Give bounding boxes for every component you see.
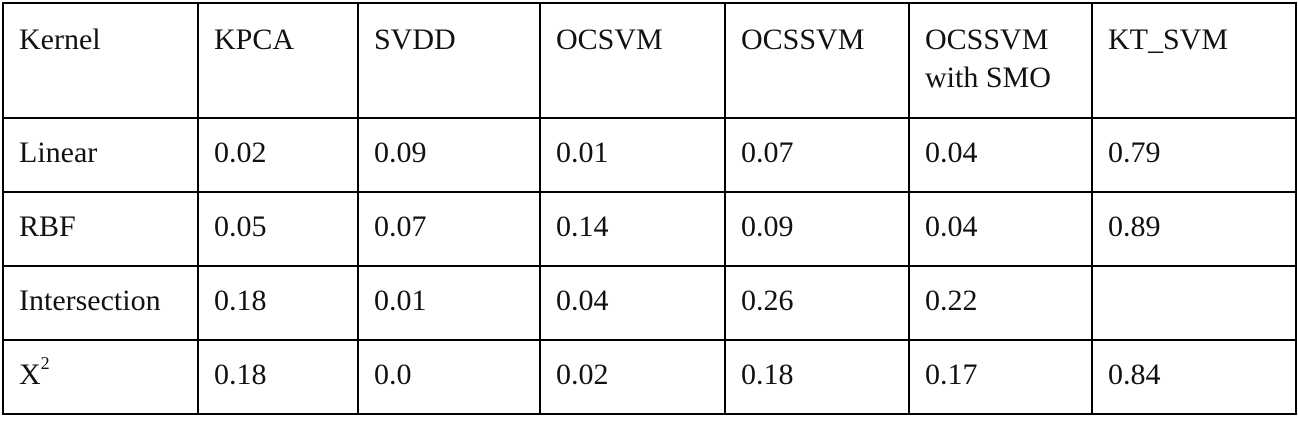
value-cell: 0.01 <box>540 118 725 192</box>
value-cell: 0.04 <box>909 118 1092 192</box>
value-cell: 0.26 <box>725 266 909 340</box>
value-cell: 0.18 <box>198 266 358 340</box>
value-cell: 0.05 <box>198 192 358 266</box>
kernel-cell <box>3 340 198 414</box>
table-row <box>3 118 1296 192</box>
header-cell-ocssvm-smo <box>909 3 1092 118</box>
value-cell: 0.01 <box>358 266 540 340</box>
value-cell: 0.07 <box>358 192 540 266</box>
kernel-cell: Linear <box>3 118 198 192</box>
results-table <box>2 2 1297 415</box>
header-label: with SMO <box>925 61 1051 94</box>
value-cell: 0.04 <box>540 266 725 340</box>
header-label: Kernel <box>19 23 101 56</box>
header-cell-kernel <box>3 3 198 118</box>
value-cell <box>1092 266 1296 340</box>
header-cell-ocsvm <box>540 3 725 118</box>
header-cell-svdd <box>358 3 540 118</box>
value-cell: 0.07 <box>725 118 909 192</box>
value-cell: 0.0 <box>358 340 540 414</box>
table-row <box>3 266 1296 340</box>
value-cell: 0.89 <box>1092 192 1296 266</box>
value-cell: 0.79 <box>1092 118 1296 192</box>
header-label: OCSVM <box>556 23 663 56</box>
kernel-label: X <box>19 358 41 391</box>
value-cell: 0.14 <box>540 192 725 266</box>
header-cell-kt-svm <box>1092 3 1296 118</box>
value-cell: 0.04 <box>909 192 1092 266</box>
header-cell-kpca <box>198 3 358 118</box>
header-label: OCSSVM <box>925 23 1049 56</box>
table-row <box>3 192 1296 266</box>
value-cell: 0.02 <box>540 340 725 414</box>
header-cell-ocssvm <box>725 3 909 118</box>
header-label: KPCA <box>214 23 295 56</box>
header-label: KT_SVM <box>1108 23 1229 56</box>
value-cell: 0.84 <box>1092 340 1296 414</box>
kernel-superscript: 2 <box>40 353 50 373</box>
value-cell: 0.02 <box>198 118 358 192</box>
value-cell: 0.09 <box>358 118 540 192</box>
value-cell: 0.18 <box>725 340 909 414</box>
value-cell: 0.09 <box>725 192 909 266</box>
value-cell: 0.18 <box>198 340 358 414</box>
value-cell: 0.22 <box>909 266 1092 340</box>
header-label: SVDD <box>374 23 456 56</box>
kernel-cell: RBF <box>3 192 198 266</box>
kernel-cell: Intersection <box>3 266 198 340</box>
table-row <box>3 340 1296 414</box>
value-cell: 0.17 <box>909 340 1092 414</box>
header-row <box>3 3 1296 118</box>
header-label: OCSSVM <box>741 23 865 56</box>
